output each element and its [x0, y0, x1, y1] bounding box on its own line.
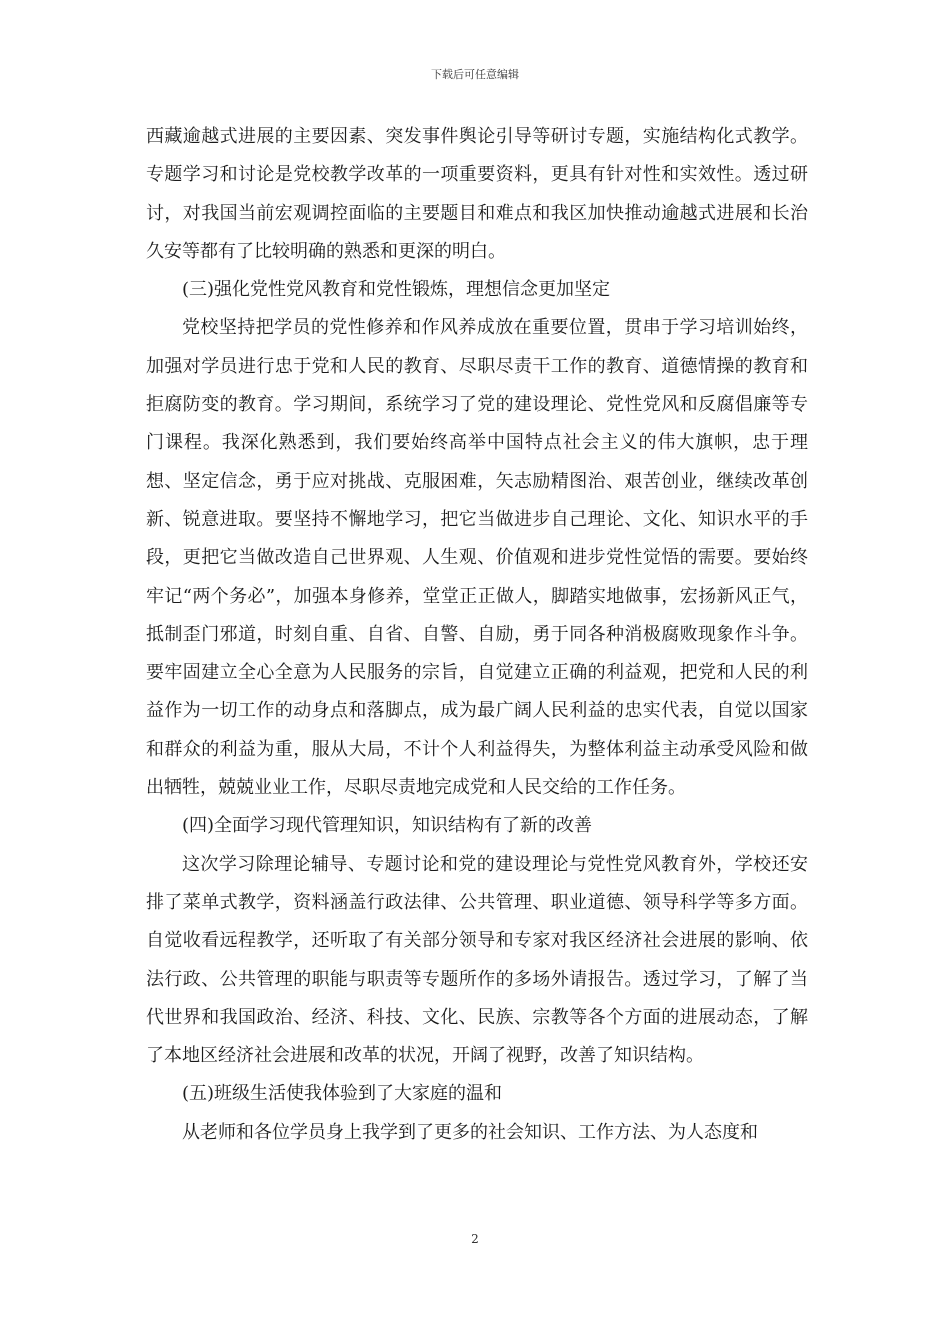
page-header: 下载后可任意编辑 [431, 68, 519, 81]
document-body [146, 118, 808, 1152]
paragraph: 西藏逾越式进展的主要因素、突发事件舆论引导等研讨专题，实施结构化式教学。专题学习和讨论是党校教学改革的一项重要资料，更具有针对性和实效性。透过研讨，对我国当前宏观调控面临的主要题目和难点和我区加快推动逾越式进展和长治久安等都有了比较明确的熟悉和更深的明白。 [146, 126, 808, 262]
section-heading: (三)强化党性党风教育和党性锻炼，理想信念更加坚定 [182, 279, 611, 301]
paragraph: 这次学习除理论辅导、专题讨论和党的建设理论与党性党风教育外，学校还安排了菜单式教学，资料涵盖行政法律、公共管理、职业道德、领导科学等多方面。自觉收看远程教学，还听取了有关部分领导和专家对我区经济社会进展的影响、依法行政、公共管理的职能与职责等专题所作的多场外请报告。透过学习，了解了当代世界和我国政治、经济、科技、文化、民族、宗教等各个方面的进展动态，了解了本地区经济社会进展和改革的状况，开阔了视野，改善了知识结构。 [146, 853, 808, 1067]
page-number: 2 [471, 1232, 479, 1246]
section-heading: (四)全面学习现代管理知识，知识结构有了新的改善 [182, 815, 593, 837]
paragraph: 从老师和各位学员身上我学到了更多的社会知识、工作方法、为人态度和 [182, 1121, 758, 1143]
section-heading: (五)班级生活使我体验到了大家庭的温和 [182, 1083, 503, 1105]
paragraph: 党校坚持把学员的党性修养和作风养成放在重要位置，贯串于学习培训始终，加强对学员进行忠于党和人民的教育、尽职尽责干工作的教育、道德情操的教育和拒腐防变的教育。学习期间，系统学习了党的建设理论、党性党风和反腐倡廉等专门课程。我深化熟悉到，我们要始终高举中国特点社会主义的伟大旗帜，忠于理想、坚定信念，勇于应对挑战、克服困难，矢志励精图治、艰苦创业，继续改革创新、锐意进取。要坚持不懈地学习，把它当做进步自己理论、文化、知识水平的手段，更把它当做改造自己世界观、人生观、价值观和进步党性觉悟的需要。要始终牢记“两个务必”，加强本身修养，堂堂正正做人，脚踏实地做事，宏扬新风正气，抵制歪门邪道，时刻自重、自省、自警、自励，勇于同各种消极腐败现象作斗争。要牢固建立全心全意为人民服务的宗旨，自觉建立正确的利益观，把党和人民的利益作为一切工作的动身点和落脚点，成为最广阔人民利益的忠实代表，自觉以国家和群众的利益为重，服从大局，不计个人利益得失，为整体利益主动承受风险和做出牺牲，兢兢业业工作，尽职尽责地完成党和人民交给的工作任务。 [146, 317, 808, 799]
